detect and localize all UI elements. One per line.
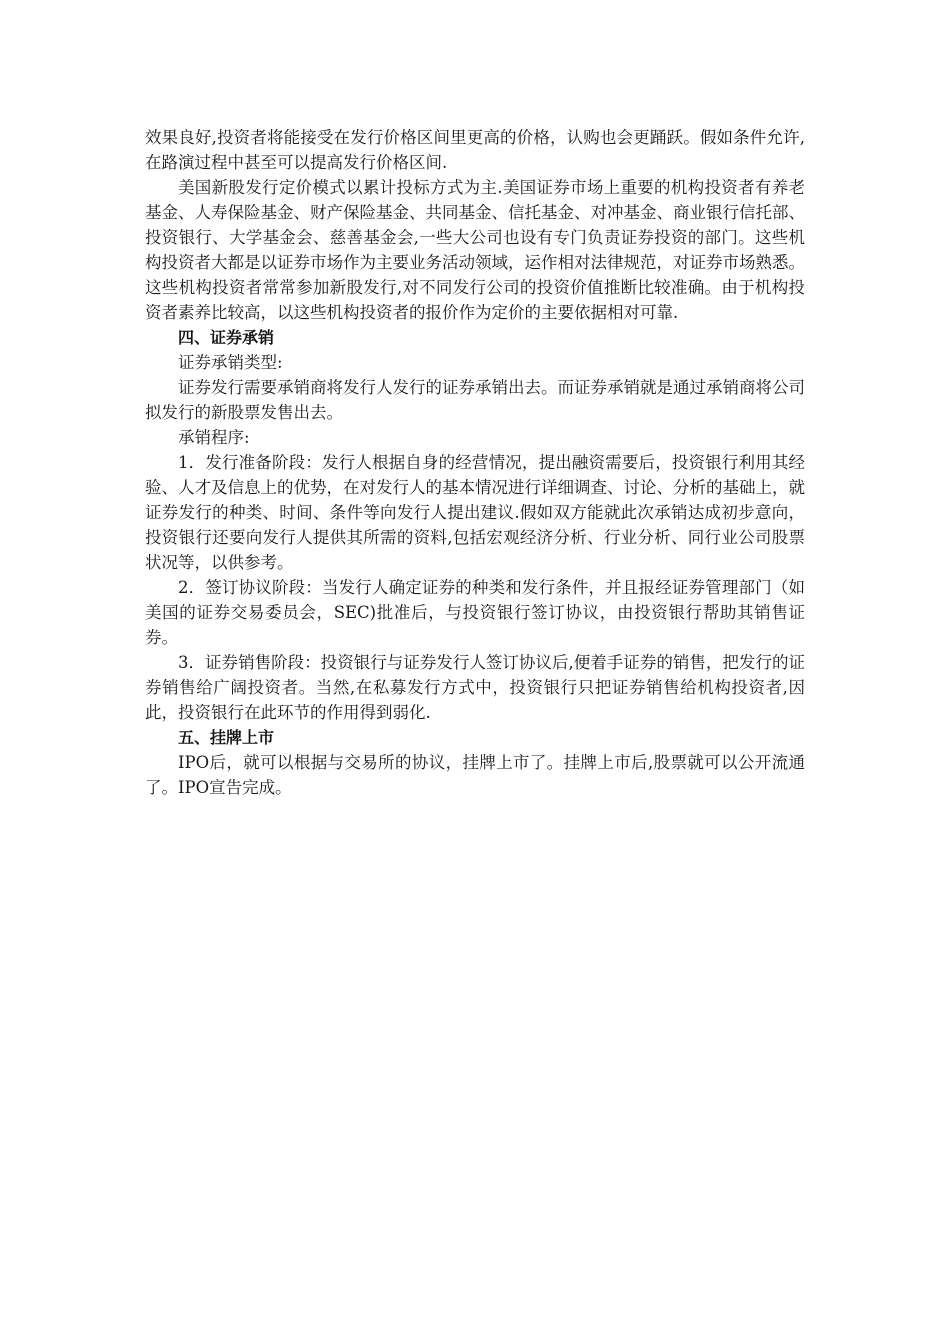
paragraph-underwriting-types: 证券承销类型: [178, 353, 283, 372]
section-heading-underwriting: 四、证券承销 [178, 328, 275, 347]
paragraph-underwriting-procedure: 承销程序: [178, 428, 250, 447]
paragraph-offering-effect: 效果良好,投资者将能接受在发行价格区间里更高的价格，认购也会更踊跃。假如条件允许,在路演过程中甚至可以提高发行价格区间. [145, 128, 805, 172]
paragraph-underwriting-definition: 证券发行需要承销商将发行人发行的证券承销出去。而证券承销就是通过承销商将公司拟发行的新股票发售出去。 [145, 378, 805, 422]
paragraph-step-agreement: 2．签订协议阶段：当发行人确定证券的种类和发行条件，并且报经证券管理部门（如美国的证券交易委员会，SEC)批准后，与投资银行签订协议，由投资银行帮助其销售证券。 [145, 578, 805, 647]
section-heading-listing: 五、挂牌上市 [178, 728, 275, 747]
paragraph-listing: IPO后，就可以根据与交易所的协议，挂牌上市了。挂牌上市后,股票就可以公开流通了。IPO宣告完成。 [145, 753, 805, 797]
paragraph-step-sales: 3．证券销售阶段：投资银行与证券发行人签订协议后,便着手证券的销售，把发行的证券销售给广阔投资者。当然,在私募发行方式中，投资银行只把证券销售给机构投资者,因此，投资银行在此环节的作用得到弱化. [145, 653, 805, 722]
document-page [145, 125, 805, 800]
paragraph-step-preparation: 1．发行准备阶段：发行人根据自身的经营情况，提出融资需要后，投资银行利用其经验、人才及信息上的优势，在对发行人的基本情况进行详细调查、讨论、分析的基础上，就证券发行的种类、时间、条件等向发行人提出建议.假如双方能就此次承销达成初步意向，投资银行还要向发行人提供其所需的资料,包括宏观经济分析、行业分析、同行业公司股票状况等，以供参考。 [145, 453, 805, 572]
paragraph-us-pricing-model: 美国新股发行定价模式以累计投标方式为主.美国证券市场上重要的机构投资者有养老基金、人寿保险基金、财产保险基金、共同基金、信托基金、对冲基金、商业银行信托部、投资银行、大学基金会、慈善基金会,一些大公司也设有专门负责证券投资的部门。这些机构投资者大都是以证券市场作为主要业务活动领域，运作相对法律规范，对证券市场熟悉。这些机构投资者常常参加新股发行,对不同发行公司的投资价值推断比较准确。由于机构投资者素养比较高，以这些机构投资者的报价作为定价的主要依据相对可靠. [145, 178, 805, 322]
